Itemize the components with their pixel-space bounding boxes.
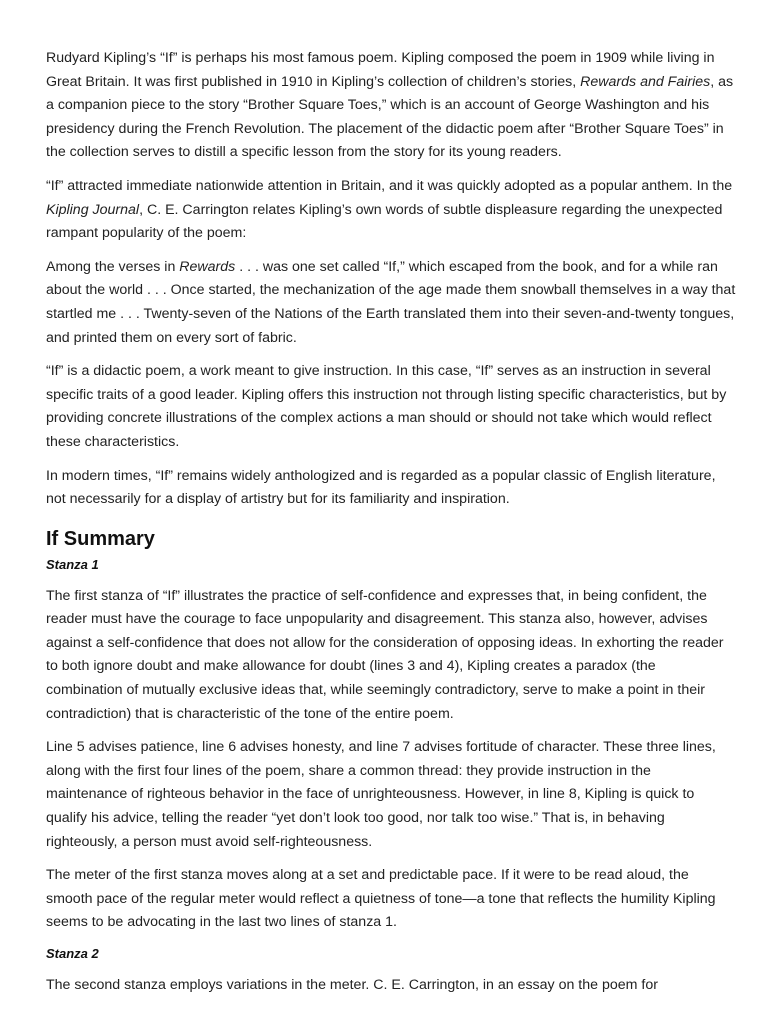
journal-title: Kipling Journal (46, 201, 140, 218)
intro-text-2b: , C. E. Carrington relates Kipling’s own words of subtle displeasure regarding the unexpected rampant popularity of the poem: (46, 201, 723, 242)
modern-paragraph: In modern times, “If” remains widely anthologized and is regarded as a popular classic of English literature, not necessarily for a display of artistry but for its familiarity and inspiration. (46, 467, 716, 508)
summary-heading: If Summary (46, 527, 155, 550)
stanza-1-paragraph-1: The first stanza of “If” illustrates the practice of self-confidence and expresses that, in being confident, the reader must have the courage to face unpopularity and disagreement. This stanza also, however, advises against a self-confidence that does not allow for the consideration of opposing ideas. In exhorting the reader to both ignore doubt and make allowance for doubt (lines 3 and 4), Kipling creates a paradox (the combination of mutually exclusive ideas that, while seemingly contradictory, serve to make a point in their contradiction) that is characteristic of the tone of the entire poem. (46, 587, 724, 722)
quote-text-b: . . . was one set called “If,” which escaped from the book, and for a while ran about the world . . . Once started, the mechanization of the age made them snowball themselves in a way that startled me . . . Twenty-seven of the Nations of the Earth translated them into their seven-and-twenty tongues, and printed them on every sort of fabric. (46, 258, 736, 346)
quote-text-a: Among the verses in (46, 258, 180, 275)
intro-text-1b: , as a companion piece to the story “Brother Square Toes,” which is an account of George Washington and his presidency during the French Revolution. The placement of the didactic poem after “Brother Square Toes” in the collection serves to distill a specific lesson from the story for its young readers. (46, 73, 734, 161)
stanza-1-paragraph-2: Line 5 advises patience, line 6 advises honesty, and line 7 advises fortitude of character. These three lines, along with the first four lines of the poem, share a common thread: they provide instruction in the maintenance of righteous behavior in the face of unrighteousness. However, in line 8, Kipling is quick to qualify his advice, telling the reader “yet don’t look too good, nor talk too wise.” That is, in behaving righteously, a person must avoid self-righteousness. (46, 739, 716, 850)
book-title-rewards-and-fairies: Rewards and Fairies (580, 73, 711, 90)
intro-text-1a: Rudyard Kipling’s “If” is perhaps his most famous poem. Kipling composed the poem in 1909 while living in Great Britain. It was first published in 1910 in Kipling’s collection of children’s stories, (46, 50, 715, 90)
intro-paragraph-2 (46, 175, 736, 246)
stanza-1-heading: Stanza 1 (46, 556, 99, 572)
kipling-quote (46, 256, 736, 350)
stanza-2-heading: Stanza 2 (46, 946, 99, 961)
stanza-1-paragraph-3: The meter of the first stanza moves along at a set and predictable pace. If it were to be read aloud, the smooth pace of the regular meter would reflect a quietness of tone—a tone that reflects the humility Kipling seems to be advocating in the last two lines of stanza 1. (46, 867, 716, 931)
quote-book-title: Rewards (179, 258, 236, 275)
didactic-paragraph: “If” is a didactic poem, a work meant to give instruction. In this case, “If” serves as an instruction in several specific traits of a good leader. Kipling offers this instruction not through listing specific characteristics, but by providing concrete illustrations of the complex actions a man should or should not take which would reflect these characteristics. (46, 363, 727, 450)
article-body (46, 47, 736, 1008)
intro-paragraph-1 (46, 47, 736, 165)
stanza-2-paragraph-1: The second stanza employs variations in the meter. C. E. Carrington, in an essay on the poem for (46, 977, 658, 993)
intro-text-2a: “If” attracted immediate nationwide attention in Britain, and it was quickly adopted as a popular anthem. In the (46, 177, 733, 194)
